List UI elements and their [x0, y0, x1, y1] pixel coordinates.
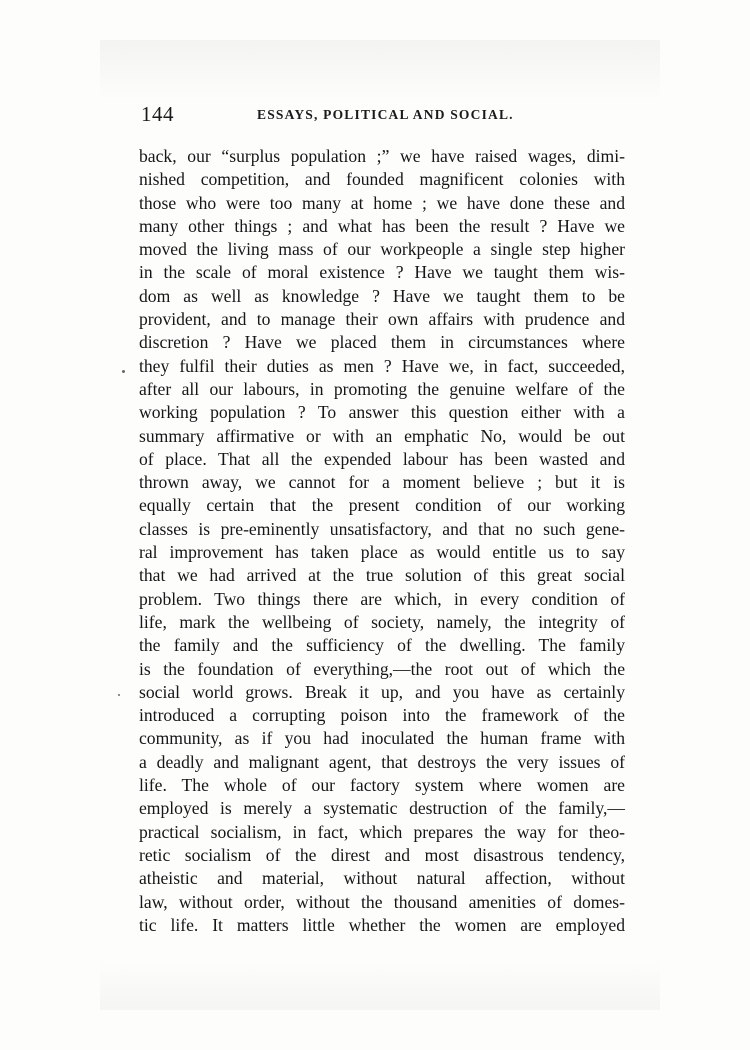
text-line: classes is pre-eminently unsatisfactory, and that no such gene- [139, 518, 625, 539]
body-text [139, 145, 625, 937]
text-line: working population ? To answer this question either with a [139, 402, 625, 423]
text-line: summary affirmative or with an emphatic No, would be out [139, 425, 625, 446]
running-head [139, 100, 625, 130]
text-line: after all our labours, in promoting the genuine welfare of the [139, 378, 625, 399]
text-line: life. The whole of our factory system where women are [139, 775, 625, 796]
text-line: in the scale of moral existence ? Have we taught them wis- [139, 262, 625, 283]
text-line: employed is merely a systematic destruction of the family,— [139, 798, 625, 819]
text-line: of place. That all the expended labour has been wasted and [139, 448, 625, 469]
text-line: dom as well as knowledge ? Have we taught them to be [139, 285, 625, 306]
page-number: 144 [141, 102, 174, 126]
page-shadow-bottom [100, 960, 660, 1010]
text-line: ral improvement has taken place as would entitle us to say [139, 542, 625, 563]
text-line: community, as if you had inoculated the human frame with [139, 728, 625, 749]
text-line: moved the living mass of our workpeople a single step higher [139, 239, 625, 260]
text-line: practical socialism, in fact, which prepares the way for theo- [139, 821, 625, 842]
text-line: equally certain that the present condition of our working [139, 495, 625, 516]
page-shadow-top [100, 40, 660, 100]
print-speck [118, 694, 120, 696]
text-line: introduced a corrupting poison into the framework of the [139, 705, 625, 726]
text-line: social world grows. Break it up, and you have as certainly [139, 681, 625, 702]
text-line: discretion ? Have we placed them in circumstances where [139, 332, 625, 353]
text-line: retic socialism of the direst and most disastrous tendency, [139, 844, 625, 865]
running-head-title: ESSAYS, POLITICAL AND SOCIAL. [257, 107, 514, 122]
text-line: many other things ; and what has been the result ? Have we [139, 215, 625, 236]
text-line: a deadly and malignant agent, that destroys the very issues of [139, 751, 625, 772]
text-line: the family and the sufficiency of the dwelling. The family [139, 635, 625, 656]
text-line: that we had arrived at the true solution of this great social [139, 565, 625, 586]
text-line: is the foundation of everything,—the root out of which the [139, 658, 625, 679]
text-line: nished competition, and founded magnificent colonies with [139, 169, 625, 190]
print-speck [122, 370, 125, 373]
text-line: atheistic and material, without natural affection, without [139, 868, 625, 889]
text-line: life, mark the wellbeing of society, namely, the integrity of [139, 611, 625, 632]
text-line: those who were too many at home ; we have done these and [139, 192, 625, 213]
text-line: problem. Two things there are which, in every condition of [139, 588, 625, 609]
text-line: they fulfil their duties as men ? Have we, in fact, succeeded, [139, 355, 625, 376]
text-line: provident, and to manage their own affairs with prudence and [139, 309, 625, 330]
text-line: tic life. It matters little whether the women are employed [139, 914, 625, 935]
text-line: back, our “surplus population ;” we have raised wages, dimi- [139, 146, 625, 166]
text-line: law, without order, without the thousand amenities of domes- [139, 891, 625, 912]
text-line: thrown away, we cannot for a moment believe ; but it is [139, 472, 625, 493]
